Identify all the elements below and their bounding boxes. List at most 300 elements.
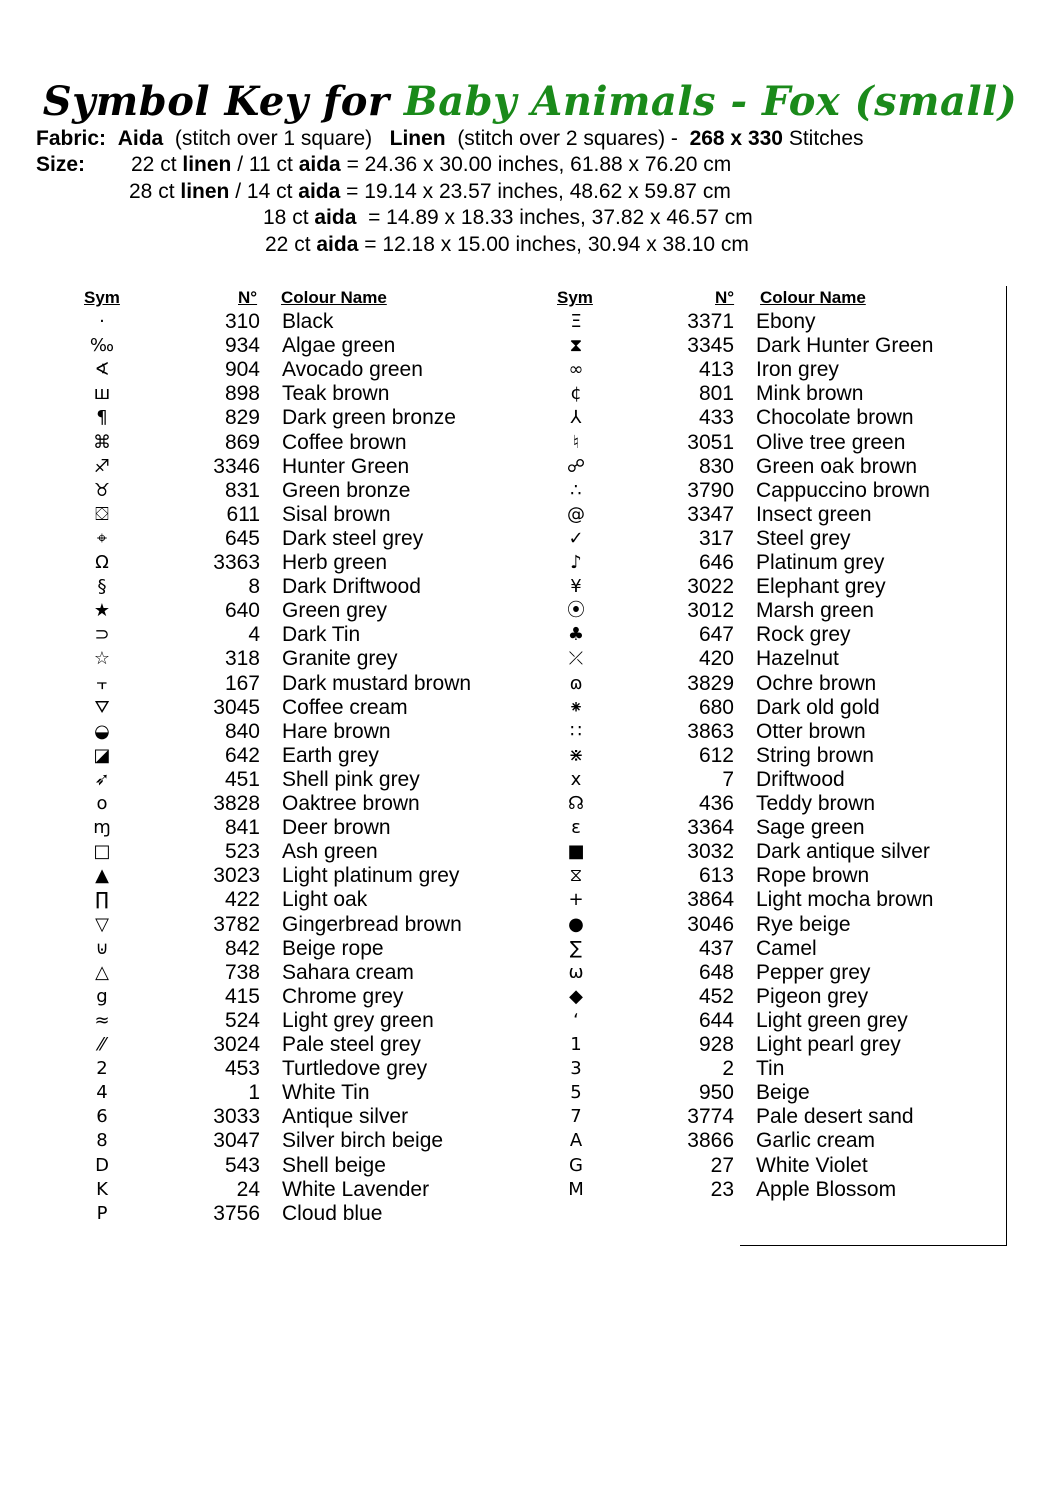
fabric-aida: Aida [117, 127, 164, 150]
symbol-cell: ⫟ [96, 672, 108, 694]
thread-number-cell: 2 [722, 1057, 734, 1081]
colour-name-cell: Insect green [756, 502, 872, 526]
colour-name-cell: Algae green [282, 334, 396, 358]
table-row [556, 913, 976, 937]
symbol-cell: 8 [96, 1130, 108, 1152]
symbol-cell: ♉ [93, 479, 111, 501]
thread-number-cell: 3012 [687, 599, 734, 623]
table-row [82, 985, 502, 1009]
size-line-2 [129, 179, 731, 205]
table-row [82, 864, 502, 888]
thread-number-cell: 3022 [687, 575, 734, 599]
thread-number-cell: 452 [698, 984, 734, 1008]
colour-name-cell: White Tin [282, 1081, 370, 1105]
thread-number-cell: 422 [224, 888, 260, 912]
thread-number-cell: 524 [224, 1008, 260, 1032]
table-row [82, 1154, 502, 1178]
page-title [0, 78, 1060, 125]
table-row [82, 623, 502, 647]
thread-number-cell: 841 [224, 816, 260, 840]
table-row [82, 840, 502, 864]
thread-number-cell: 898 [224, 382, 260, 406]
table-row [82, 334, 502, 358]
thread-number-cell: 451 [224, 767, 260, 791]
table-row [82, 406, 502, 430]
thread-number-cell: 3023 [213, 864, 260, 888]
colour-name-cell: Hazelnut [756, 647, 839, 671]
symbol-cell: ◪ [93, 744, 111, 766]
symbol-cell: ¥ [570, 576, 582, 598]
table-row [82, 455, 502, 479]
table-row [82, 1178, 502, 1202]
symbol-cell: ⤫ [568, 648, 584, 670]
symbol-cell: G [569, 1154, 583, 1176]
colour-name-cell: Light green grey [756, 1008, 908, 1032]
table-row [556, 503, 976, 527]
symbol-cell: ‰ [89, 335, 115, 357]
colour-name-cell: Hare brown [282, 719, 391, 743]
symbol-cell: ▽ [95, 913, 109, 935]
size-line-text: = 14.89 x 18.33 inches, 37.82 x 46.57 cm [356, 206, 753, 229]
thread-number-cell: 3371 [687, 310, 734, 333]
table-row [556, 479, 976, 503]
thread-number-cell: 647 [698, 623, 734, 647]
thread-number-cell: 640 [224, 599, 260, 623]
table-row [556, 599, 976, 623]
thread-number-cell: 3756 [213, 1201, 260, 1225]
table-row [82, 1202, 502, 1226]
symbol-cell: ⧗ [569, 335, 583, 357]
bottom-border-rule [740, 1245, 1007, 1246]
header-sym-left: Sym [84, 288, 120, 307]
thread-number-cell: 3345 [687, 334, 734, 358]
thread-number-cell: 3024 [213, 1033, 260, 1056]
symbol-cell: ⌖ [96, 527, 108, 549]
thread-number-cell: 646 [698, 551, 734, 574]
table-row [82, 358, 502, 382]
colour-name-cell: Dark Driftwood [282, 575, 421, 599]
colour-name-cell: Pigeon grey [756, 984, 869, 1008]
symbol-cell: ⧖ [569, 865, 583, 887]
colour-name-cell: Sage green [756, 816, 865, 840]
symbol-cell: · [99, 311, 105, 332]
colour-name-cell: Ochre brown [756, 671, 877, 695]
colour-name-cell: Dark antique silver [756, 840, 930, 864]
thread-number-cell: 8 [248, 575, 260, 599]
colour-name-cell: Beige rope [282, 936, 384, 960]
colour-name-cell: Sahara cream [282, 960, 414, 984]
table-row [82, 913, 502, 937]
colour-name-cell: Oaktree brown [282, 792, 420, 815]
colour-name-cell: Black [282, 310, 334, 333]
table-row [556, 623, 976, 647]
table-row [556, 527, 976, 551]
symbol-cell: 6 [96, 1106, 108, 1128]
symbol-cell: ⌘ [93, 431, 111, 453]
symbol-cell: ⦿ [567, 600, 585, 622]
colour-name-cell: Olive tree green [756, 430, 906, 454]
colour-name-cell: Antique silver [282, 1105, 409, 1129]
symbol-cell: 1 [570, 1034, 582, 1055]
colour-name-cell: White Violet [756, 1153, 868, 1177]
table-row [82, 503, 502, 527]
size-line-1 [131, 152, 731, 178]
symbol-cell: Ω [95, 552, 109, 573]
symbol-cell: ⁄⁄ [98, 1034, 105, 1055]
symbol-cell: ◆ [569, 985, 583, 1007]
size-line-4 [265, 232, 749, 258]
colour-name-cell: Pepper grey [756, 960, 871, 984]
thread-number-cell: 413 [698, 358, 734, 382]
colour-name-cell: Chrome grey [282, 984, 404, 1008]
table-row [82, 696, 502, 720]
thread-number-cell: 3790 [687, 478, 734, 502]
colour-name-cell: Ash green [282, 840, 378, 864]
colour-name-cell: Steel grey [756, 526, 851, 550]
colour-name-cell: Light oak [282, 888, 368, 912]
symbol-cell: ♐ [93, 455, 111, 477]
colour-name-cell: Light platinum grey [282, 864, 460, 888]
colour-name-cell: Sisal brown [282, 502, 391, 526]
fabric-line [36, 126, 864, 152]
colour-name-cell: Camel [756, 936, 817, 960]
colour-name-cell: Green bronze [282, 478, 411, 502]
symbol-cell: ∷ [570, 720, 582, 742]
thread-number-cell: 3864 [687, 888, 734, 912]
colour-name-cell: Deer brown [282, 816, 391, 840]
colour-name-cell: Turtledove grey [282, 1057, 428, 1081]
thread-number-cell: 317 [698, 526, 734, 550]
table-row [556, 720, 976, 744]
thread-number-cell: 738 [224, 960, 260, 984]
thread-number-cell: 167 [224, 671, 260, 695]
thread-number-cell: 680 [698, 695, 734, 719]
thread-number-cell: 928 [698, 1033, 734, 1056]
symbol-cell: Ξ [570, 311, 582, 332]
stitch-word: Stitches [788, 127, 864, 150]
colour-name-cell: Hunter Green [282, 454, 410, 478]
size-label: Size: [36, 153, 86, 176]
thread-number-cell: 642 [224, 743, 260, 767]
colour-name-cell: Pale steel grey [282, 1033, 421, 1056]
thread-number-cell: 310 [224, 310, 260, 333]
thread-number-cell: 3829 [687, 671, 734, 695]
symbol-cell: ✓ [568, 527, 584, 549]
colour-name-cell: Granite grey [282, 647, 398, 671]
symbol-cell: 2 [96, 1058, 108, 1080]
colour-name-cell: Gingerbread brown [282, 912, 462, 936]
colour-name-cell: Avocado green [282, 358, 423, 382]
table-row [556, 768, 976, 792]
table-row [82, 647, 502, 671]
thread-number-cell: 831 [224, 478, 260, 502]
colour-name-cell: Beige [756, 1081, 810, 1105]
colour-name-cell: Herb green [282, 551, 388, 574]
table-row [82, 720, 502, 744]
symbol-cell: △ [95, 961, 109, 983]
thread-number-cell: 3045 [213, 695, 260, 719]
thread-number-cell: 934 [224, 334, 260, 358]
size-line-text: 22 ct [265, 233, 317, 256]
thread-number-cell: 23 [710, 1177, 734, 1201]
fabric-linen: Linen [389, 127, 446, 150]
thread-number-cell: 950 [698, 1081, 734, 1105]
symbol-cell: 7 [570, 1106, 582, 1128]
table-row [556, 647, 976, 671]
thread-number-cell: 3828 [213, 792, 260, 815]
thread-number-cell: 4 [248, 623, 260, 647]
table-row [556, 551, 976, 575]
thread-number-cell: 3032 [687, 840, 734, 864]
right-border-rule [1006, 286, 1007, 1246]
symbol-cell: 5 [570, 1082, 582, 1104]
size-line-bold: linen [180, 180, 230, 203]
symbol-cell: P [96, 1202, 108, 1224]
table-row [82, 1057, 502, 1081]
colour-name-cell: Shell beige [282, 1153, 386, 1177]
symbol-cell: ▲ [95, 865, 109, 887]
table-row [82, 527, 502, 551]
table-row [82, 937, 502, 961]
symbol-cell: ∢ [94, 359, 110, 381]
symbol-cell: □ [93, 841, 111, 863]
size-line-bold: aida [314, 206, 357, 229]
symbol-cell: ∏ [95, 889, 109, 911]
thread-number-cell: 3866 [687, 1129, 734, 1153]
symbol-cell: ɷ [569, 672, 583, 694]
table-row [556, 672, 976, 696]
colour-name-cell: Coffee cream [282, 695, 408, 719]
thread-number-cell: 612 [698, 743, 734, 767]
symbol-cell: ɱ [93, 817, 111, 839]
symbol-cell: ʻ [573, 1009, 579, 1031]
thread-number-cell: 842 [224, 936, 260, 960]
symbol-cell: ⁕ [568, 696, 584, 718]
table-row [556, 334, 976, 358]
colour-name-cell: Marsh green [756, 599, 874, 623]
symbol-cell: ¢ [570, 383, 582, 405]
symbol-cell: ● [568, 913, 584, 935]
colour-name-cell: Cappuccino brown [756, 478, 930, 502]
table-row [556, 382, 976, 406]
table-row [82, 792, 502, 816]
colour-name-cell: Chocolate brown [756, 406, 914, 430]
symbol-cell: ♣ [567, 624, 585, 646]
symbol-cell: § [97, 576, 107, 598]
colour-name-cell: Green oak brown [756, 454, 918, 478]
table-row [556, 864, 976, 888]
table-row [556, 985, 976, 1009]
symbol-cell: ω [568, 961, 584, 983]
symbol-cell: 3 [570, 1058, 582, 1080]
colour-name-cell: Teddy brown [756, 792, 876, 815]
table-row [556, 431, 976, 455]
colour-name-cell: Dark Tin [282, 623, 361, 647]
table-row [556, 744, 976, 768]
thread-number-cell: 523 [224, 840, 260, 864]
table-row [82, 479, 502, 503]
colour-name-cell: Silver birch beige [282, 1129, 444, 1153]
thread-number-cell: 453 [224, 1057, 260, 1081]
table-row [82, 382, 502, 406]
size-line-text: = 12.18 x 15.00 inches, 30.94 x 38.10 cm [358, 233, 749, 256]
colour-name-cell: Pale desert sand [756, 1105, 914, 1129]
thread-number-cell: 433 [698, 406, 734, 430]
symbol-cell: K [96, 1178, 108, 1200]
thread-number-cell: 3363 [213, 551, 260, 574]
symbol-cell: @ [567, 503, 585, 525]
thread-number-cell: 3033 [213, 1105, 260, 1129]
colour-name-cell: Rye beige [756, 912, 851, 936]
colour-name-cell: Dark green bronze [282, 406, 456, 430]
colour-name-cell: Elephant grey [756, 575, 886, 599]
symbol-cell: M [568, 1178, 584, 1200]
colour-name-cell: Cloud blue [282, 1201, 383, 1225]
symbol-cell: ≈ [94, 1009, 110, 1031]
table-row [82, 672, 502, 696]
table-row [556, 1057, 976, 1081]
header-num-right: N° [715, 288, 735, 307]
symbol-cell: ш [93, 383, 111, 405]
thread-number-cell: 3863 [687, 719, 734, 743]
symbol-cell: x [570, 768, 582, 790]
colour-name-cell: Mink brown [756, 382, 864, 406]
size-line-bold: aida [316, 233, 359, 256]
colour-name-cell: Dark steel grey [282, 526, 424, 550]
table-row [556, 1178, 976, 1202]
thread-number-cell: 436 [698, 792, 734, 815]
table-row [82, 768, 502, 792]
table-row [556, 937, 976, 961]
table-row [82, 816, 502, 840]
table-row [556, 1033, 976, 1057]
table-row [556, 888, 976, 912]
colour-name-cell: Apple Blossom [756, 1177, 897, 1201]
size-line-text: / 11 ct [231, 153, 299, 176]
colour-name-cell: Tin [756, 1057, 785, 1081]
table-row [556, 1129, 976, 1153]
table-row [556, 1081, 976, 1105]
table-row [82, 431, 502, 455]
thread-number-cell: 829 [224, 406, 260, 430]
thread-number-cell: 830 [698, 454, 734, 478]
symbol-cell: ◒ [94, 720, 110, 742]
size-line-text: 18 ct [263, 206, 315, 229]
table-row [82, 888, 502, 912]
thread-number-cell: 613 [698, 864, 734, 888]
symbol-cell: ⊃ [94, 624, 110, 646]
fabric-linen-note: (stitch over 2 squares) - [457, 127, 678, 150]
table-row [556, 696, 976, 720]
table-row [556, 575, 976, 599]
thread-number-cell: 1 [248, 1081, 260, 1105]
table-row [82, 551, 502, 575]
thread-number-cell: 644 [698, 1008, 734, 1032]
size-line-bold: aida [298, 180, 341, 203]
symbol-cell: ∑ [569, 937, 583, 959]
colour-name-cell: Platinum grey [756, 551, 885, 574]
fabric-label: Fabric: [36, 127, 107, 150]
colour-name-cell: Dark mustard brown [282, 671, 472, 695]
header-num-left: N° [238, 288, 258, 307]
size-line-text: = 19.14 x 23.57 inches, 48.62 x 59.87 cm [340, 180, 731, 203]
thread-number-cell: 24 [236, 1177, 260, 1201]
colour-name-cell: Green grey [282, 599, 388, 623]
thread-number-cell: 3047 [213, 1129, 260, 1153]
symbol-cell: ☍ [566, 455, 586, 477]
colour-name-cell: Garlic cream [756, 1129, 876, 1153]
table-row [82, 1033, 502, 1057]
table-row [556, 455, 976, 479]
symbol-cell: ∴ [570, 479, 582, 501]
symbol-cell: ☊ [568, 793, 584, 814]
size-line-text: 22 ct [131, 153, 183, 176]
thread-number-cell: 27 [710, 1153, 734, 1177]
colour-name-cell: Light mocha brown [756, 888, 934, 912]
colour-name-cell: Light pearl grey [756, 1033, 901, 1056]
symbol-cell: ■ [567, 841, 585, 863]
symbol-cell: ∞ [568, 359, 584, 381]
thread-number-cell: 648 [698, 960, 734, 984]
colour-name-cell: Light grey green [282, 1008, 434, 1032]
symbol-cell: ¶ [96, 407, 108, 429]
stitch-count: 268 x 330 [689, 127, 783, 150]
table-row [82, 310, 502, 334]
thread-number-cell: 7 [722, 767, 734, 791]
table-row [82, 599, 502, 623]
colour-name-cell: Teak brown [282, 382, 390, 406]
title-pattern-name: Baby Animals - Fox (small) [403, 78, 1018, 125]
header-name-right: Colour Name [760, 288, 866, 307]
thread-number-cell: 840 [224, 719, 260, 743]
size-line-text: 28 ct [129, 180, 181, 203]
colour-name-cell: Driftwood [756, 767, 845, 791]
thread-number-cell: 3347 [687, 502, 734, 526]
colour-name-cell: Rock grey [756, 623, 851, 647]
colour-name-cell: String brown [756, 743, 874, 767]
symbol-cell: ★ [93, 600, 111, 622]
table-row [556, 1105, 976, 1129]
symbol-cell: ⊍ [95, 937, 109, 959]
symbol-cell: 4 [96, 1082, 108, 1104]
colour-name-cell: Shell pink grey [282, 767, 420, 791]
thread-number-cell: 3364 [687, 816, 734, 840]
title-prefix: Symbol Key for [42, 78, 404, 125]
symbol-cell: ⛋ [95, 503, 109, 525]
size-line-3 [263, 205, 753, 231]
table-row [556, 840, 976, 864]
thread-number-cell: 3346 [213, 454, 260, 478]
table-row [556, 816, 976, 840]
header-sym-right: Sym [557, 288, 593, 307]
size-line-bold: aida [298, 153, 341, 176]
thread-number-cell: 801 [698, 382, 734, 406]
thread-number-cell: 869 [224, 430, 260, 454]
size-label-line [36, 152, 85, 178]
colour-name-cell: Coffee brown [282, 430, 407, 454]
thread-number-cell: 420 [698, 647, 734, 671]
table-row [556, 1009, 976, 1033]
size-line-text: / 14 ct [229, 180, 299, 203]
thread-number-cell: 415 [224, 984, 260, 1008]
table-row [556, 1154, 976, 1178]
symbol-cell: + [568, 889, 584, 911]
table-row [82, 575, 502, 599]
colour-name-cell: Dark Hunter Green [756, 334, 934, 358]
table-row [556, 358, 976, 382]
colour-name-cell: Rope brown [756, 864, 870, 888]
colour-name-cell: White Lavender [282, 1177, 430, 1201]
